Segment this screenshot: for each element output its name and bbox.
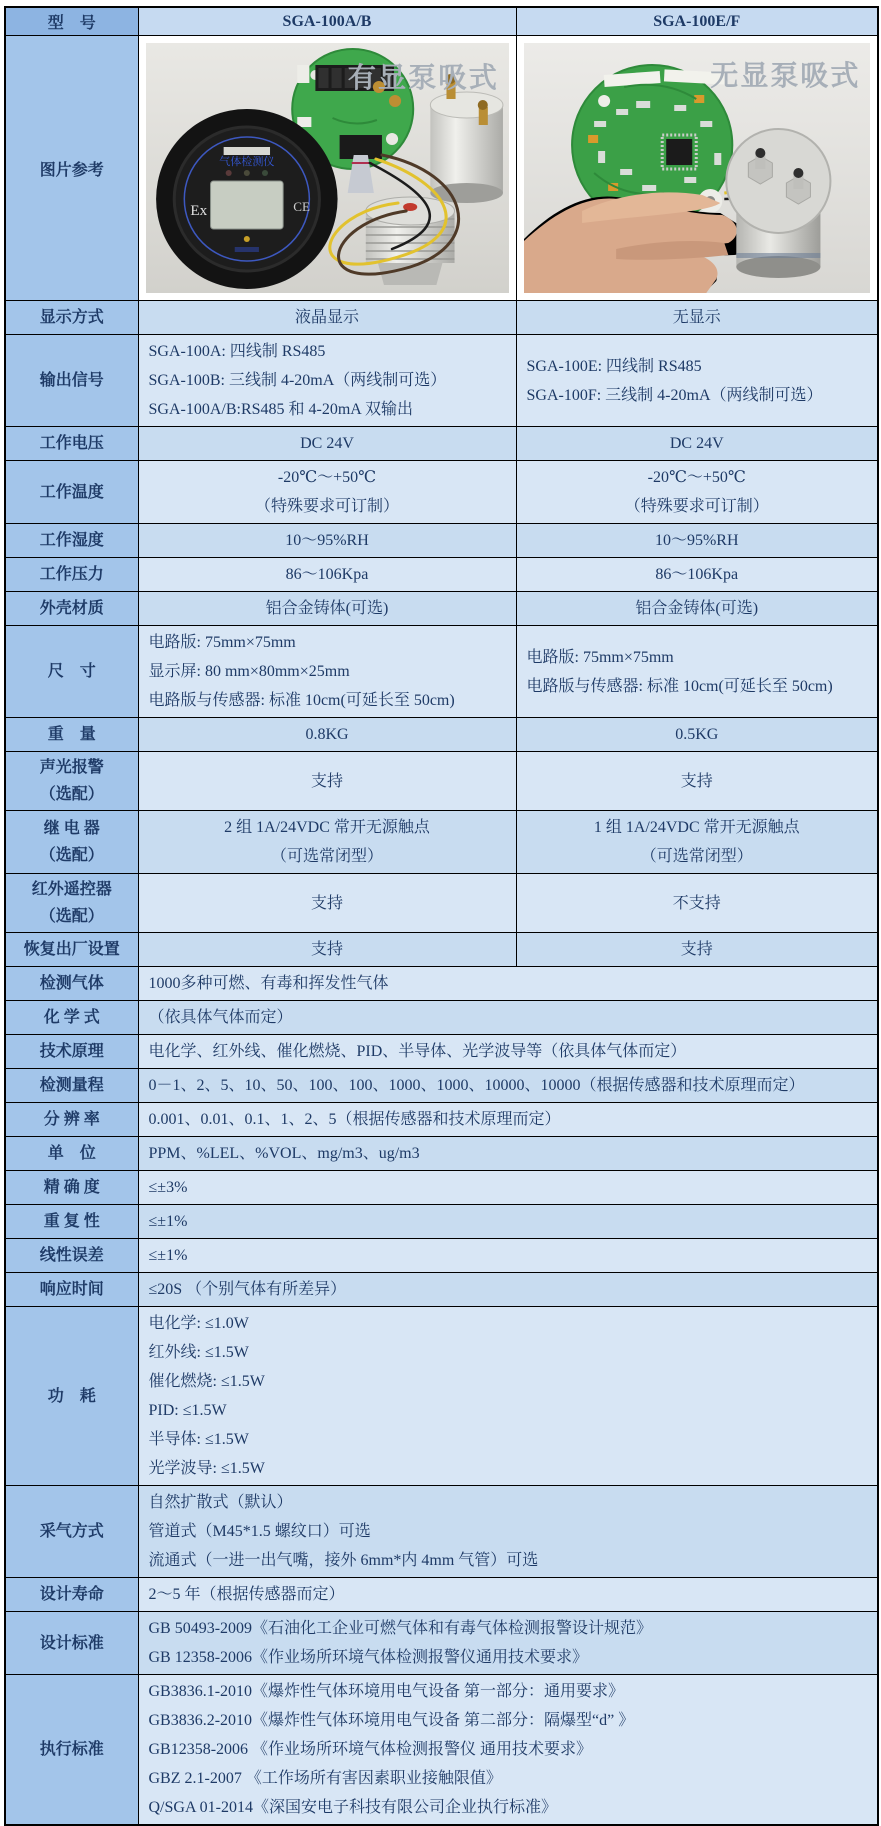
cell-text-line: ≤±3%: [148, 1179, 188, 1196]
cell-text-line: 外壳材质: [39, 600, 104, 617]
cell-text-line: 流通式（一进一出气嘴，接外 6mm*内 4mm 气管）可选: [148, 1552, 539, 1569]
cell-text-line: 电路版: 75mm×75mm: [148, 634, 296, 651]
cell-text-line: 声光报警: [39, 759, 104, 776]
spec-row-chemical-formula: [5, 1001, 878, 1035]
spec-row-repeatability: [5, 1205, 878, 1239]
spec-row-weight: [5, 718, 878, 752]
header-row: [5, 7, 878, 36]
cell-text-line: 尺 寸: [47, 663, 96, 680]
spec-row-shell-material: [5, 592, 878, 626]
cell-text-line: SGA-100A: 四线制 RS485: [148, 343, 326, 360]
spec-label-working-voltage: [5, 427, 138, 461]
spec-row-design-standard: [5, 1612, 878, 1675]
spec-value-working-pressure-b: [516, 558, 878, 592]
cell-text-line: 检测气体: [39, 975, 104, 992]
product-photo-sga100ab: [146, 43, 509, 293]
cell-text-line: GB 12358-2006《作业场所环境气体检测报警仪通用技术要求》: [148, 1649, 589, 1666]
cell-text-line: 电路版与传感器: 标准 10cm(可延长至 50cm): [526, 677, 833, 695]
cell-text-line: ≤±1%: [148, 1247, 188, 1264]
photo-cell-left: [138, 36, 516, 301]
cell-text-line: 2 组 1A/24VDC 常开无源触点: [224, 819, 430, 836]
cell-text-line: 铝合金铸体(可选): [635, 600, 759, 617]
spec-row-dimensions: [5, 626, 878, 718]
spec-row-detected-gas: [5, 967, 878, 1001]
cell-text-line: 单 位: [47, 1145, 96, 1162]
spec-value-detected-gas: [138, 967, 878, 1001]
photo-right-watermark: 无显泵吸式: [709, 61, 860, 92]
spec-value-dimensions-a: [138, 626, 516, 718]
spec-value-factory-reset-a: [138, 933, 516, 967]
cell-text-line: 支持: [310, 894, 343, 912]
spec-row-power-consumption: [5, 1307, 878, 1486]
cell-text-line: Q/SGA 01-2014《深国安电子科技有限公司企业执行标准》: [148, 1799, 557, 1816]
cell-text-line: DC 24V: [669, 435, 724, 452]
spec-row-accuracy: [5, 1171, 878, 1205]
spec-value-display-mode-b: [516, 301, 878, 335]
spec-label-design-life: [5, 1578, 138, 1612]
product-spec-table: [4, 6, 879, 1826]
spec-row-relay: [5, 811, 878, 874]
cell-text-line: 电化学、红外线、催化燃烧、PID、半导体、光学波导等（依具体气体而定）: [148, 1043, 687, 1060]
cell-text-line: PPM、%LEL、%VOL、mg/m3、ug/m3: [148, 1145, 420, 1162]
cell-text-line: GB3836.2-2010《爆炸性气体环境用电气设备 第二部分：隔爆型“d” 》: [148, 1712, 635, 1729]
spec-value-sampling-method: [138, 1486, 878, 1578]
cell-text-line: （特殊要求可订制）: [254, 498, 399, 515]
cell-text-line: 半导体: ≤1.5W: [148, 1431, 249, 1448]
spec-value-relay-b: [516, 811, 878, 874]
spec-value-shell-material-b: [516, 592, 878, 626]
spec-label-power-consumption: [5, 1307, 138, 1486]
cell-text-line: （可选常闭型）: [640, 848, 753, 865]
spec-row-resolution: [5, 1103, 878, 1137]
spec-value-output-signal-b: [516, 335, 878, 427]
cell-text-line: （特殊要求可订制）: [624, 498, 769, 515]
spec-value-shell-material-a: [138, 592, 516, 626]
spec-value-detection-range: [138, 1069, 878, 1103]
spec-label-linearity-error: [5, 1239, 138, 1273]
cell-text-line: 化 学 式: [43, 1009, 100, 1026]
spec-row-unit: [5, 1137, 878, 1171]
product-photo-sga100ef: [524, 43, 871, 293]
cell-text-line: GB12358-2006 《作业场所环境气体检测报警仪 通用技术要求》: [148, 1741, 593, 1758]
spec-value-working-temperature-b: [516, 461, 878, 524]
cell-text-line: 设计寿命: [39, 1586, 104, 1603]
spec-value-accuracy: [138, 1171, 878, 1205]
spec-value-working-humidity-a: [138, 524, 516, 558]
spec-label-sampling-method: [5, 1486, 138, 1578]
spec-value-response-time: [138, 1273, 878, 1307]
spec-row-working-voltage: [5, 427, 878, 461]
cell-text-line: （选配）: [39, 908, 104, 925]
cell-text-line: 10～95%RH: [285, 532, 369, 549]
cell-text-line: 支持: [310, 941, 343, 958]
spec-label-unit: [5, 1137, 138, 1171]
spec-value-weight-b: [516, 718, 878, 752]
spec-value-repeatability: [138, 1205, 878, 1239]
photo-left-illustration: [146, 43, 509, 293]
cell-text-line: 0.001、0.01、0.1、1、2、5（根据传感器和技术原理而定）: [148, 1111, 561, 1128]
cell-text-line: 1 组 1A/24VDC 常开无源触点: [593, 819, 800, 836]
cell-text-line: 重 复 性: [43, 1213, 100, 1230]
cell-text-line: SGA-100A/B:RS485 和 4-20mA 双输出: [148, 401, 413, 418]
cell-text-line: 工作温度: [39, 483, 104, 501]
cell-text-line: 功 耗: [47, 1387, 96, 1405]
cell-text-line: 显示方式: [39, 309, 104, 326]
spec-value-working-humidity-b: [516, 524, 878, 558]
spec-value-technical-principle: [138, 1035, 878, 1069]
spec-row-working-pressure: [5, 558, 878, 592]
cell-text-line: 输出信号: [39, 372, 104, 389]
spec-label-technical-principle: [5, 1035, 138, 1069]
cell-text-line: 光学波导: ≤1.5W: [148, 1460, 265, 1477]
cell-text-line: 红外线: ≤1.5W: [148, 1344, 249, 1361]
spec-row-execution-standard: [5, 1675, 878, 1826]
cell-text-line: PID: ≤1.5W: [148, 1402, 227, 1419]
cell-text-line: 技术原理: [39, 1043, 104, 1060]
cell-text-line: （选配）: [39, 847, 104, 864]
spec-label-output-signal: [5, 335, 138, 427]
spec-row-linearity-error: [5, 1239, 878, 1273]
header-model-label: 型 号: [5, 7, 138, 36]
spec-label-display-mode: [5, 301, 138, 335]
cell-text-line: 支持: [680, 941, 713, 958]
cell-text-line: -20℃～+50℃: [277, 469, 377, 486]
spec-label-factory-reset: [5, 933, 138, 967]
spec-value-working-voltage-a: [138, 427, 516, 461]
spec-value-display-mode-a: [138, 301, 516, 335]
photo-left-watermark: 有显泵吸式: [347, 63, 499, 94]
cell-text-line: GB 50493-2009《石油化工企业可燃气体和有毒气体检测报警设计规范》: [148, 1620, 653, 1637]
spec-value-working-voltage-b: [516, 427, 878, 461]
photo-cell-right: [516, 36, 878, 301]
cell-text-line: 线性误差: [39, 1247, 104, 1264]
spec-label-detected-gas: [5, 967, 138, 1001]
cell-text-line: 支持: [680, 772, 713, 790]
gauge-display-illustration: [156, 109, 337, 289]
spec-row-working-humidity: [5, 524, 878, 558]
cell-text-line: 工作压力: [39, 566, 104, 583]
spec-value-ir-remote-a: [138, 874, 516, 933]
cell-text-line: 0.8KG: [305, 726, 349, 743]
spec-row-sound-light-alarm: [5, 752, 878, 811]
spec-value-chemical-formula: [138, 1001, 878, 1035]
spec-value-weight-a: [138, 718, 516, 752]
cell-text-line: 执行标准: [39, 1741, 104, 1758]
cell-text-line: SGA-100B: 三线制 4-20mA（两线制可选）: [148, 372, 447, 389]
cell-text-line: 不支持: [672, 894, 721, 912]
spec-label-accuracy: [5, 1171, 138, 1205]
spec-label-shell-material: [5, 592, 138, 626]
cell-text-line: 86～106Kpa: [285, 566, 369, 583]
spec-value-sound-light-alarm-b: [516, 752, 878, 811]
spec-row-sampling-method: [5, 1486, 878, 1578]
cell-text-line: 催化燃烧: ≤1.5W: [148, 1373, 265, 1390]
cell-text-line: 2～5 年（根据传感器而定）: [148, 1586, 345, 1603]
spec-value-resolution: [138, 1103, 878, 1137]
spec-value-linearity-error: [138, 1239, 878, 1273]
spec-label-resolution: [5, 1103, 138, 1137]
header-model-b: SGA-100E/F: [516, 7, 878, 36]
spec-label-execution-standard: [5, 1675, 138, 1826]
cell-text-line: 86～106Kpa: [655, 566, 739, 583]
cell-text-line: DC 24V: [300, 435, 354, 452]
cell-text-line: 电路版与传感器: 标准 10cm(可延长至 50cm): [148, 692, 455, 709]
cell-text-line: 设计标准: [39, 1634, 104, 1652]
spec-value-execution-standard: [138, 1675, 878, 1826]
photo-row: [5, 36, 878, 301]
spec-label-working-temperature: [5, 461, 138, 524]
photo-row-label: 图片参考: [5, 36, 138, 301]
spec-value-design-standard: [138, 1612, 878, 1675]
cell-text-line: 检测量程: [39, 1077, 104, 1094]
spec-label-design-standard: [5, 1612, 138, 1675]
cell-text-line: 重 量: [47, 726, 96, 743]
spec-row-output-signal: [5, 335, 878, 427]
spec-value-ir-remote-b: [516, 874, 878, 933]
cell-text-line: （选配）: [39, 786, 104, 803]
spec-row-display-mode: [5, 301, 878, 335]
cell-text-line: 红外遥控器: [31, 881, 112, 898]
cell-text-line: 0.5KG: [675, 726, 719, 743]
spec-sheet: [4, 6, 881, 1826]
cell-text-line: 分 辨 率: [43, 1111, 100, 1128]
spec-value-unit: [138, 1137, 878, 1171]
cell-text-line: 支持: [310, 772, 343, 790]
cell-text-line: 继 电 器: [43, 820, 100, 837]
cell-text-line: 管道式（M45*1.5 螺纹口）可选: [148, 1523, 371, 1540]
spec-value-working-temperature-a: [138, 461, 516, 524]
cell-text-line: （可选常闭型）: [270, 848, 383, 865]
cell-text-line: 工作湿度: [39, 532, 104, 549]
spec-label-detection-range: [5, 1069, 138, 1103]
cell-text-line: 铝合金铸体(可选): [265, 600, 389, 617]
spec-label-working-humidity: [5, 524, 138, 558]
cell-text-line: 液晶显示: [294, 309, 359, 326]
cell-text-line: 响应时间: [39, 1281, 104, 1298]
cell-text-line: 采气方式: [39, 1523, 104, 1540]
spec-rows-body: [5, 301, 878, 1826]
cell-text-line: 无显示: [672, 309, 721, 326]
spec-row-factory-reset: [5, 933, 878, 967]
cell-text-line: 恢复出厂设置: [23, 941, 120, 958]
spec-row-detection-range: [5, 1069, 878, 1103]
cell-text-line: 电路版: 75mm×75mm: [526, 648, 674, 666]
cell-text-line: 精 确 度: [43, 1179, 100, 1196]
gauge-title-text: 气体检测仪: [218, 156, 275, 168]
gauge-ex-mark: Ex: [189, 203, 207, 219]
header-model-a: SGA-100A/B: [138, 7, 516, 36]
spec-row-technical-principle: [5, 1035, 878, 1069]
spec-label-repeatability: [5, 1205, 138, 1239]
spec-row-working-temperature: [5, 461, 878, 524]
cell-text-line: GB3836.1-2010《爆炸性气体环境用电气设备 第一部分：通用要求》: [148, 1683, 625, 1700]
spec-value-dimensions-b: [516, 626, 878, 718]
spec-row-ir-remote: [5, 874, 878, 933]
spec-value-sound-light-alarm-a: [138, 752, 516, 811]
cell-text-line: GBZ 2.1-2007 《工作场所有害因素职业接触限值》: [148, 1770, 502, 1787]
spec-label-response-time: [5, 1273, 138, 1307]
spec-label-chemical-formula: [5, 1001, 138, 1035]
cell-text-line: 自然扩散式（默认）: [148, 1494, 293, 1511]
cell-text-line: （依具体气体而定）: [148, 1009, 293, 1026]
photo-right-illustration: [524, 43, 871, 293]
spec-row-response-time: [5, 1273, 878, 1307]
gauge-ce-mark: CE: [292, 199, 310, 214]
spec-value-relay-a: [138, 811, 516, 874]
cell-text-line: SGA-100E: 四线制 RS485: [526, 357, 702, 375]
spec-label-working-pressure: [5, 558, 138, 592]
spec-value-working-pressure-a: [138, 558, 516, 592]
spec-row-design-life: [5, 1578, 878, 1612]
spec-label-relay: [5, 811, 138, 874]
cell-text-line: -20℃～+50℃: [647, 469, 746, 486]
cell-text-line: 工作电压: [39, 435, 104, 452]
cell-text-line: 10～95%RH: [654, 532, 739, 549]
spec-value-factory-reset-b: [516, 933, 878, 967]
spec-value-power-consumption: [138, 1307, 878, 1486]
cell-text-line: 0－1、2、5、10、50、100、100、1000、1000、10000、10000（根据传感器和技术原理而定）: [148, 1077, 805, 1094]
spec-value-design-life: [138, 1578, 878, 1612]
spec-label-sound-light-alarm: [5, 752, 138, 811]
spec-label-weight: [5, 718, 138, 752]
cell-text-line: ≤20S （个别气体有所差异）: [148, 1281, 347, 1298]
cell-text-line: 显示屏: 80 mm×80mm×25mm: [148, 663, 350, 680]
held-sensor-illustration: [726, 129, 830, 278]
spec-label-dimensions: [5, 626, 138, 718]
spec-label-ir-remote: [5, 874, 138, 933]
cell-text-line: SGA-100F: 三线制 4-20mA（两线制可选）: [526, 386, 823, 404]
cell-text-line: 电化学: ≤1.0W: [148, 1315, 249, 1332]
cell-text-line: ≤±1%: [148, 1213, 188, 1230]
spec-value-output-signal-a: [138, 335, 516, 427]
cell-text-line: 1000多种可燃、有毒和挥发性气体: [148, 975, 389, 992]
